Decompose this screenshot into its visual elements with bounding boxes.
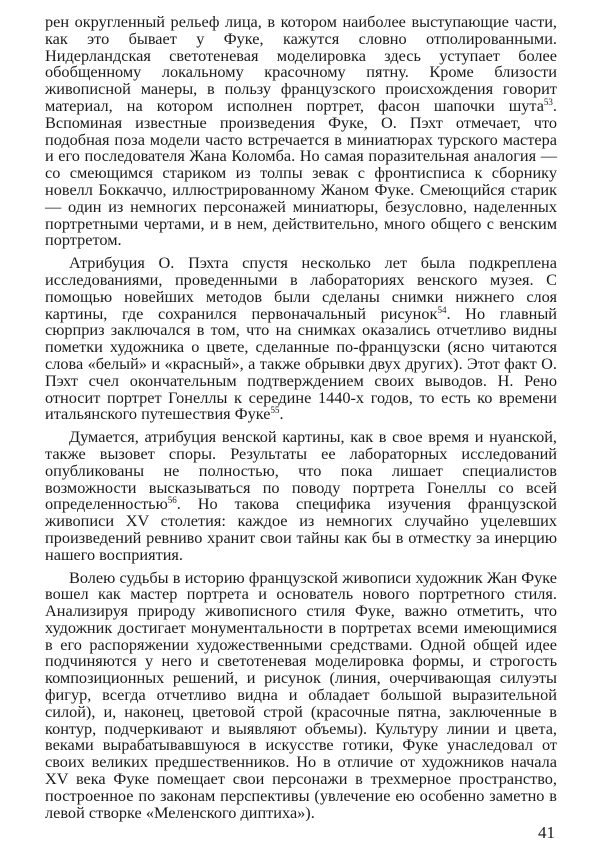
page-number: 41	[538, 823, 555, 842]
footnote-ref-56: 56	[167, 495, 177, 506]
paragraph-text: Атрибуция О. Пэхта спустя несколько лет была подкреплена исследованиями, проведенными в лабораториях венского музея. С помощью новейших методов были сделаны снимки нижнего слоя картины, где сохранился первоначальный рисунок	[45, 253, 557, 323]
paragraph-text: Думается, атрибуция венской картины, как в свое время и нуанской, также вызовет споры. Результаты ее лабораторных исследований опубликованы не полностью, что пока лишает специалистов возможности высказываться по поводу портрета Гонеллы со всей определенностью	[45, 427, 557, 514]
footnote-ref-55: 55	[270, 405, 280, 416]
paragraph-text: . Но главный сюрприз заключался в том, что на снимках оказались отчетливо видны пометки художника о цвете, сделанные по-французски (ясно читаются слова «белый» и «красный», а также обрывки двух других). Этот факт О. Пэхт счел окончательным подтверждением своих выводов. Н. Рено относит портрет Гонеллы к середине 1440-х годов, то есть ко времени итальянского путешествия Фуке	[45, 303, 557, 424]
paragraph-text: . Но такова специфика изучения французской живописи XV столетия: каждое из немногих случайно уцелевших произведений ревниво хранит свои тайны как бы в отместку за инерцию нашего восприятия.	[45, 494, 557, 564]
footnote-ref-53: 53	[543, 96, 553, 107]
paragraph-4	[45, 567, 557, 822]
page-body	[45, 14, 557, 821]
footnote-ref-54: 54	[437, 304, 447, 315]
paragraph-text: Волею судьбы в историю французской живописи художник Жан Фуке вошел как мастер портрета и основатель нового портретного стиля. Анализируя природу живописного стиля Фуке, важно отметить, что художник достигает монументальности в портретах всеми имеющимися в его распоряжении художественными средствами. Одной общей идее подчиняются у него и светотеневая моделировка формы, и строгость композиционных решений, и рисунок (линия, очерчивающая силуэты фигур, всегда отчетливо видна и обладает большой выразительной силой), и, наконец, цветовой строй (красочные пятна, заключенные в контур, подчеркивают и выявляют объемы). Культуру линии и цвета, веками вырабатывавшуюся в искусстве готики, Фуке унаследовал от своих великих предшественников. Но в отличие от художников начала XV века Фуке помещает свои персонажи в трехмерное пространство, построенное по законам перспективы (увлечение ею особенно заметно в левой створке «Меленского диптиха»).	[45, 567, 557, 822]
paragraph-1	[45, 14, 557, 249]
paragraph-text: рен округленный рельеф лица, в котором наиболее выступающие части, как это бывает у Фуке, кажутся словно отполированными. Нидерландская светотеневая моделировка здесь уступает более обобщенному локальному красочному пятну. Кроме близости живописной манеры, в пользу французского происхождения говорит материал, на котором исполнен портрет, фасон шапочки шута	[45, 12, 557, 115]
paragraph-2	[45, 255, 557, 423]
paragraph-text: . Вспоминая известные произведения Фуке, О. Пэхт отмечает, что подобная поза модели часто встречается в миниатюрах турского мастера и его последователя Жана Коломба. Но самая поразительная аналогия — со смеющимся стариком из толпы зевак с фронтисписа к сборнику новелл Боккаччо, иллюстрированному Жаном Фуке. Смеющийся старик — один из немногих персонажей миниатюры, безусловно, наделенных портретными чертами, и в нем, действительно, много общего с венским портретом.	[45, 95, 557, 250]
paragraph-3	[45, 429, 557, 563]
paragraph-text: .	[279, 404, 284, 424]
